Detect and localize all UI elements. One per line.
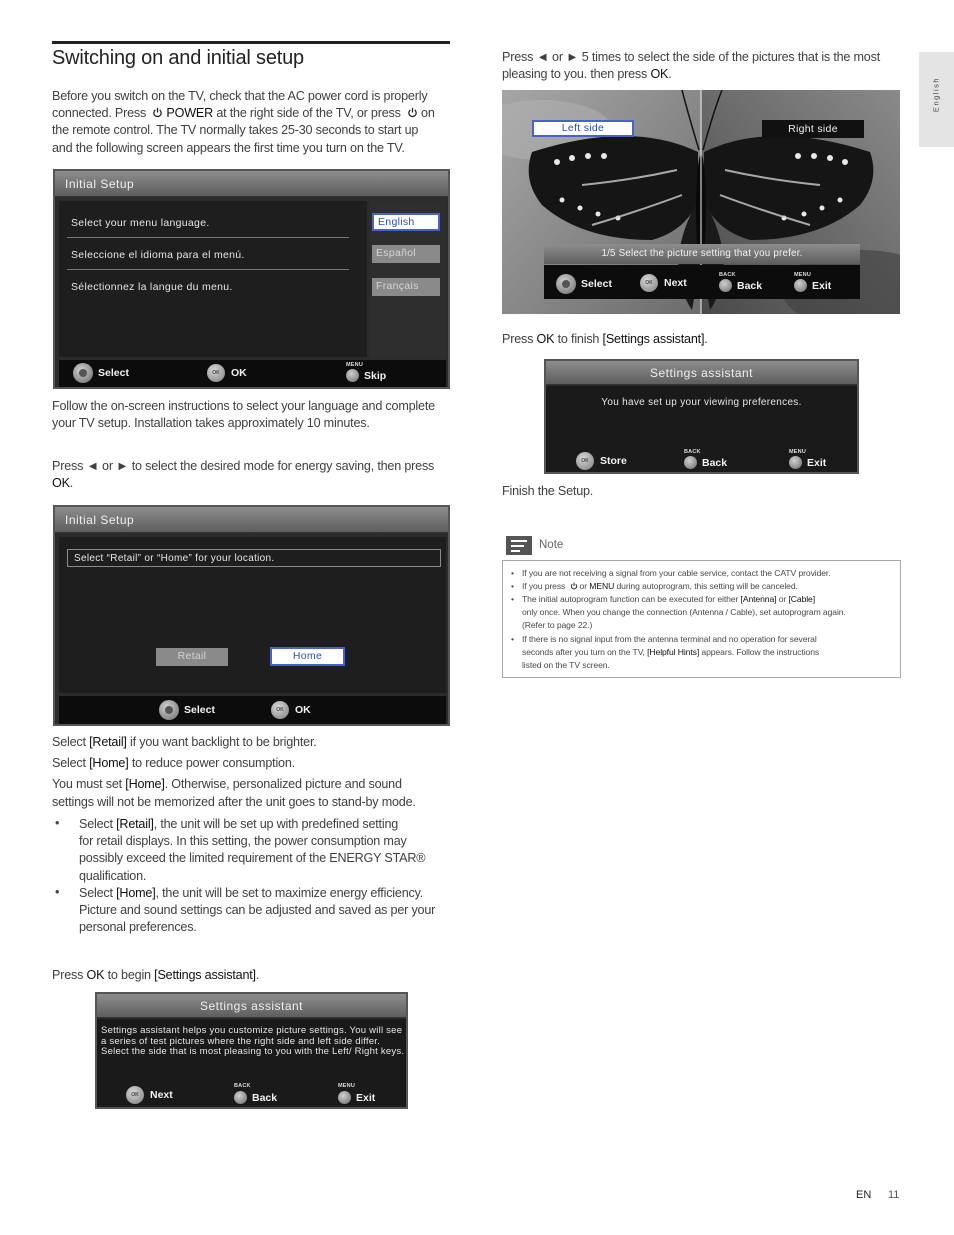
key-exit: Exit xyxy=(794,276,831,289)
intro-line: Before you switch on the TV, check that the AC power cord is properly xyxy=(52,89,428,103)
osd-language-screen xyxy=(53,169,450,389)
osd-title: Initial Setup xyxy=(55,171,448,197)
mode-explanation: Select [Retail] if you want backlight to be brighter. Select [Home] to reduce power consumption. You must set [Home]. Otherwise, personalized picture and sound settings will not be memorized after the unit goes to stand-by mode. xyxy=(52,735,416,809)
key-ok: OK OK xyxy=(271,701,311,719)
menu-button-icon xyxy=(338,1091,351,1104)
back-button-icon xyxy=(234,1091,247,1104)
key-store: OK Store xyxy=(576,452,627,470)
osd-title: Settings assistant xyxy=(546,361,857,385)
assistant-description: Settings assistant helps you customize picture settings. You will see a series of test pictures where the right side and left side differ. Select the side that is most pleasing to you with the Left/ Right keys. xyxy=(101,1025,405,1057)
key-skip: Skip xyxy=(346,366,386,379)
note-item: • If there is no signal input from the antenna terminal and no operation for several seconds after you turn on the TV, [Helpful Hints] appears. Follow the instructions listed on the TV screen. xyxy=(511,634,820,670)
picture-step-title: 1/5 Select the picture setting that you prefer. xyxy=(544,244,860,264)
page-number: 11 xyxy=(888,1189,900,1201)
osd-key-bar xyxy=(544,265,860,299)
menu-key-label: MENU xyxy=(789,449,806,455)
option-english[interactable]: English xyxy=(372,213,440,231)
bullet-retail: Select [Retail], the unit will be set up with predefined setting for retail displays. In this setting, the power consumption may possibly exceed the limited requirement of the ENERGY STAR® qualification. xyxy=(79,817,426,883)
menu-button-icon xyxy=(346,369,359,382)
option-home[interactable]: Home xyxy=(270,647,345,666)
option-retail[interactable]: Retail xyxy=(156,648,228,666)
power-icon xyxy=(407,107,418,118)
ok-button-icon: OK xyxy=(126,1086,144,1104)
power-icon xyxy=(570,582,578,590)
key-exit: Exit xyxy=(338,1088,375,1101)
option-francais[interactable]: Français xyxy=(372,278,440,296)
language-prompt-fr: Sélectionnez la langue du menu. xyxy=(71,281,233,293)
follow-paragraph: Follow the on-screen instructions to select your language and complete your TV setup. Installation takes approximately 10 minutes. xyxy=(52,399,435,431)
language-tab-label: English xyxy=(931,76,941,113)
back-button-icon xyxy=(684,456,697,469)
key-select: Select xyxy=(556,274,612,294)
menu-key-label: MENU xyxy=(338,1083,355,1089)
osd-key-bar xyxy=(59,696,446,724)
nav-pad-icon xyxy=(73,363,93,383)
ok-button-icon: OK xyxy=(271,701,289,719)
osd-assistant-done xyxy=(544,359,859,474)
note-icon xyxy=(506,536,532,555)
nav-pad-icon xyxy=(159,700,179,720)
key-next: OK Next xyxy=(640,274,687,292)
bullet-home: Select [Home], the unit will be set to maximize energy efficiency. Picture and sound settings can be adjusted and saved as per your personal preferences. xyxy=(79,886,436,935)
key-back: Back xyxy=(234,1088,277,1101)
note-item: • If you press or MENU during autoprogram, this setting will be canceled. xyxy=(511,581,798,591)
language-prompt-es: Seleccione el idioma para el menú. xyxy=(71,249,245,261)
key-select: Select xyxy=(159,700,215,720)
menu-key-label: MENU xyxy=(794,272,811,278)
title-rule xyxy=(52,41,450,44)
bullet-glyph: • xyxy=(55,885,60,899)
power-icon xyxy=(152,107,163,118)
osd-assistant-begin xyxy=(95,992,408,1109)
energy-paragraph: Press ◄ or ► to select the desired mode for energy saving, then press OK. xyxy=(52,459,435,491)
back-key-label: BACK xyxy=(234,1083,251,1089)
ok-button-icon: OK xyxy=(640,274,658,292)
separator xyxy=(67,237,349,238)
key-next: OK Next xyxy=(126,1086,173,1104)
key-select: Select xyxy=(73,363,129,383)
back-button-icon xyxy=(719,279,732,292)
right-side-option[interactable]: Right side xyxy=(762,120,864,138)
finish-assistant-text: Press OK to finish [Settings assistant]. xyxy=(502,332,708,346)
osd-key-bar xyxy=(59,360,446,387)
nav-pad-icon xyxy=(556,274,576,294)
key-back: Back xyxy=(719,276,762,289)
page-title: Switching on and initial setup xyxy=(52,47,304,69)
ok-button-icon: OK xyxy=(576,452,594,470)
note-item: • The initial autoprogram function can be executed for either [Antenna] or [Cable] only once. When you change the connection (Antenna / Cable), set autoprogram again. (Refer to page 22.) xyxy=(511,594,846,630)
intro-line: connected. Press POWER at the right side of the TV, or press on xyxy=(52,106,435,121)
picture-preference-screen xyxy=(502,90,900,314)
osd-energy-screen xyxy=(53,505,450,726)
osd-title: Settings assistant xyxy=(97,994,406,1018)
key-ok: OK OK xyxy=(207,364,247,382)
ok-button-icon: OK xyxy=(207,364,225,382)
bullet-glyph: • xyxy=(55,816,60,830)
intro-line: and the following screen appears the first time you turn on the TV. xyxy=(52,140,405,155)
intro-line: the remote control. The TV normally takes 25-30 seconds to start up xyxy=(52,123,419,138)
menu-button-icon xyxy=(794,279,807,292)
osd-title: Initial Setup xyxy=(55,507,448,533)
intro-paragraph xyxy=(52,88,452,157)
note-heading: Note xyxy=(539,539,564,551)
separator xyxy=(67,269,349,270)
finish-setup-text: Finish the Setup. xyxy=(502,484,594,498)
menu-button-icon xyxy=(789,456,802,469)
language-prompt-en: Select your menu language. xyxy=(71,217,210,229)
note-item: • If you are not receiving a signal from your cable service, contact the CATV provider. xyxy=(511,568,831,578)
footer-language: EN xyxy=(856,1189,872,1201)
note-box xyxy=(502,560,901,678)
key-exit: Exit xyxy=(789,453,826,466)
energy-prompt: Select “Retail” or “Home” for your location. xyxy=(67,549,441,567)
press-five-times-text: Press ◄ or ► 5 times to select the side of the pictures that is the most pleasing to you. then press OK. xyxy=(502,50,881,82)
back-key-label: BACK xyxy=(684,449,701,455)
back-key-label: BACK xyxy=(719,272,736,278)
menu-key-label: MENU xyxy=(346,362,363,368)
left-side-option[interactable]: Left side xyxy=(532,120,634,137)
option-espanol[interactable]: Español xyxy=(372,245,440,263)
key-back: Back xyxy=(684,453,727,466)
begin-assistant-text: Press OK to begin [Settings assistant]. xyxy=(52,968,260,982)
assistant-complete-message: You have set up your viewing preferences. xyxy=(601,397,802,408)
